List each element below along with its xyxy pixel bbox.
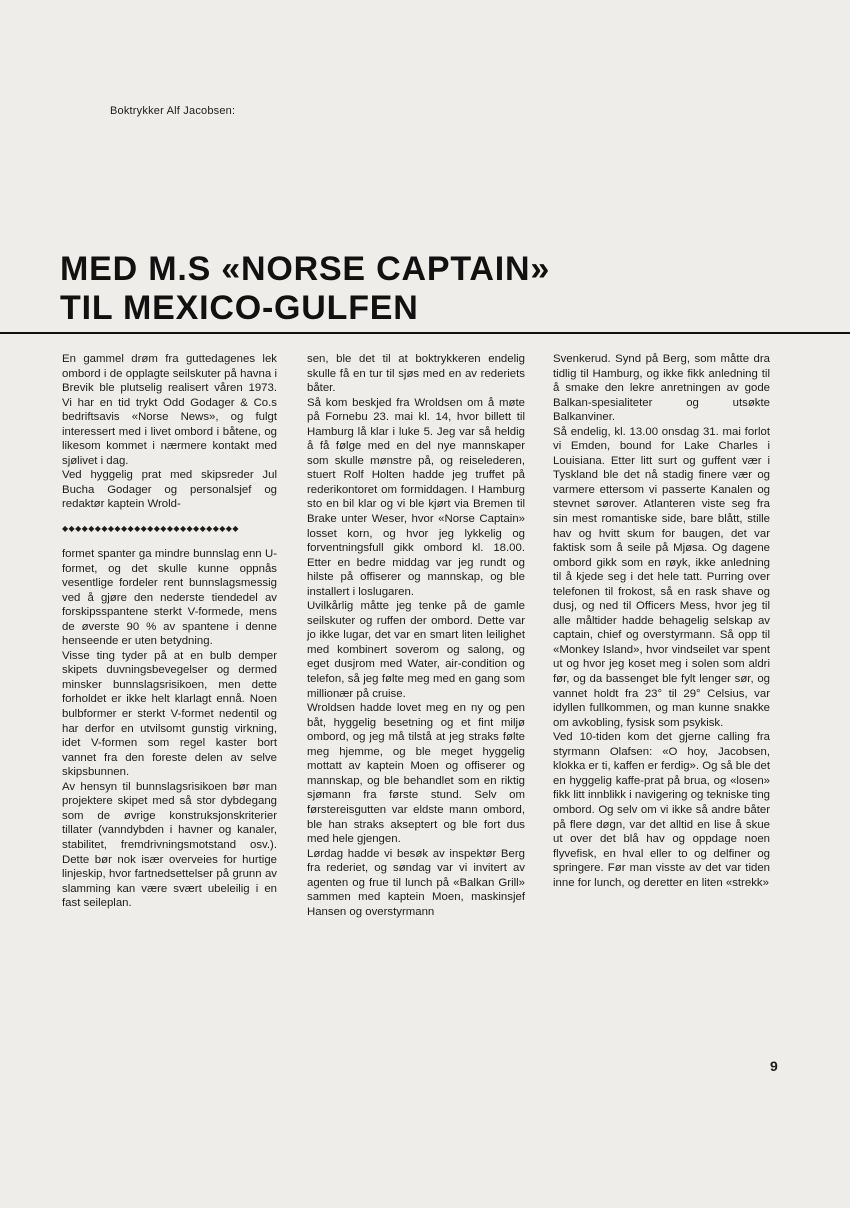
headline-line-2: TIL MEXICO-GULFEN xyxy=(60,289,419,327)
ornament-divider: ◆◆◆◆◆◆◆◆◆◆◆◆◆◆◆◆◆◆◆◆◆◆◆◆◆◆◆ xyxy=(62,524,239,534)
paragraph: Ved hyggelig prat med skipsreder Jul Bucha Godager og personalsjef og redaktør kaptein Wrold- xyxy=(62,469,277,511)
paragraph: Av hensyn til bunnslagsrisikoen bør man projektere skipet med så stor dybdegang som de øvrige konstruksjonskriterier tillater (vanndybden i havner og kanaler, stabilitet, fremdrivningsmotstand osv.). Dette bør nok især overveies for hurtige linjeskip, hvor fartnedsettelser på grunn av slamming kan være svært ubeleilig i en fast seileplan. xyxy=(62,780,277,910)
headline-line-1: MED M.S «NORSE CAPTAIN» xyxy=(60,250,551,288)
text-column-1 xyxy=(62,352,277,911)
paragraph: Lørdag hadde vi besøk av inspektør Berg fra rederiet, og søndag var vi invitert av agenten og frue til lunch på «Balkan Grill» sammen med kaptein Moen, maskinsjef Hansen og overstyrmann xyxy=(307,847,525,918)
text-column-2 xyxy=(307,352,525,919)
paragraph: formet spanter ga mindre bunnslag enn U-formet, og det skulle kunne oppnås vesentlige fordeler rent bunnslagsmessig ved å gjøre den nederste tiendedel av forskipsspantene sterkt V-formede, mens de øverste 90 % av spantene i denne henseende er uten betydning. xyxy=(62,548,277,648)
headline-rule xyxy=(0,332,850,334)
page-number: 9 xyxy=(770,1058,778,1074)
paragraph: Svenkerud. Synd på Berg, som måtte dra tidlig til Hamburg, og ikke fikk anledning til å smake den lekre anretningen av gode Balkan-spesialiteter og utsøkte Balkanviner. xyxy=(553,353,770,424)
byline: Boktrykker Alf Jacobsen: xyxy=(110,105,236,117)
paragraph: Visse ting tyder på at en bulb demper skipets duvningsbevegelser og dermed minsker bunnslagsrisikoen, men dette forholdet er ikke helt klarlagt ennå. Noen bulbformer er sterkt V-formet nedentil og har derfor en utvilsomt gunstig virkning, idet V-formen som regel kaster bort vannet fra den foreste delen av selve skipsbunnen. xyxy=(62,649,277,779)
text-column-3 xyxy=(553,352,770,890)
paragraph: Wroldsen hadde lovet meg en ny og pen båt, hyggelig besetning og et fint miljø ombord, og jeg må tilstå at jeg straks følte meg hjemme, og ble meget hyggelig mottatt av kaptein Moen og offiserer og mannskap, og ble behandlet som en riktig sjømann fra første stund. Selv om førstereisgutten var eldste mann ombord, ble han straks akseptert og ble fort dus med hele gjengen. xyxy=(307,702,525,846)
paragraph: Så kom beskjed fra Wroldsen om å møte på Fornebu 23. mai kl. 14, hvor billett til Hamburg lå klar i luke 5. Jeg var så heldig å få følge med en del nye mannskaper som skulle mønstre på, og reiselederen, stuert Rolf Holten hadde jeg truffet på rederikontoret om formiddagen. I Hamburg sto en bil klar og vi ble kjørt via Bremen til Brake unter Weser, hvor «Norse Captain» losset korn, og hvor jeg lykkelig og forventningsfull gikk ombord kl. 18.00. Etter en bedre middag var jeg rundt og hilste på offiserer og mannskap, og ble installert i loslugaren. xyxy=(307,396,525,598)
paragraph: Uvilkårlig måtte jeg tenke på de gamle seilskuter og ruffen der ombord. Dette var jo ikke lugar, det var en smart liten leilighet med kombinert soverom og salong, og eget dusjrom med Water, air-condition og telefon, så jeg følte meg med en gang som millionær på cruise. xyxy=(307,600,525,700)
paragraph: Så endelig, kl. 13.00 onsdag 31. mai forlot vi Emden, bound for Lake Charles i Louisiana. Etter litt surt og guffent vær i Tyskland ble det nå stadig finere vær og varmere ettersom vi passerte Kanalen og stevnet sørover. Atlanteren viste seg fra sin mest romantiske side, bare blått, stille hav og hvitt skum for baugen, det var faktisk som å seile på Mjøsa. Og dagene ombord gikk som en røyk, ikke anledning til å kjede seg i det hele tatt. Purring over telefonen til frokost, så en rask shave og dusj, og ned til Officers Mess, hvor jeg til alle måltider hadde behagelig selskap av captain, chief og overstyrmann. Så opp til «Monkey Island», hvor vindseilet var spent ut og hvor jeg koset meg i solen som aldri før, og da bassenget ble fylt lenger sør, og vannet holdt fra 23° til 29° Celsius, var idyllen fullkommen, og man kunne snakke om avkobling, fysisk som psykisk. xyxy=(553,425,770,729)
paragraph: En gammel drøm fra guttedagenes lek ombord i de opplagte seilskuter på havna i Brevik ble plutselig realisert våren 1973. Vi har en tid trykt Odd Godager & Co.s bedriftsavis «Norse News», og fulgt interessert med i livet ombord i båtene, og likesom kommet i nærmere kontakt med sjølivet i dag. xyxy=(62,353,277,467)
paragraph: Ved 10-tiden kom det gjerne calling fra styrmann Olafsen: «O hoy, Jacobsen, klokka er ti, kaffen er ferdig». Og så ble det en hyggelig kaffe-prat på brua, og «losen» fikk litt innblikk i navigering og tekniske ting ombord. Og selv om vi ikke så andre båter på flere døgn, var det alltid en lise å skue ut over det blå hav og oppdage noen flyvefisk, en hval eller to og delfiner og springere. Før man visste av det var tiden inne for lunch, og deretter en liten «strekk» xyxy=(553,731,770,889)
paragraph: sen, ble det til at boktrykkeren endelig skulle få en tur til sjøs med en av rederiets båter. xyxy=(307,353,525,395)
article-headline xyxy=(60,250,550,328)
